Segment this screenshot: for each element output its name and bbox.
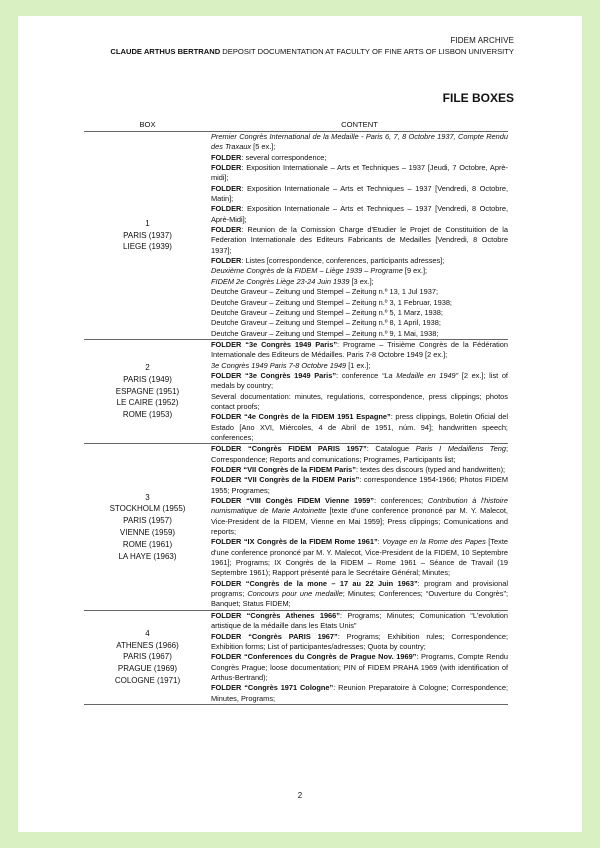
- content-entry: [211, 632, 508, 653]
- entry-text: FOLDER: [211, 163, 242, 173]
- box-location: PARIS (1957): [123, 516, 172, 526]
- box-number: 4: [145, 628, 150, 638]
- content-entry: [211, 444, 508, 465]
- subtitle-name: CLAUDE ARTHUS BERTRAND: [110, 47, 221, 56]
- file-boxes-table: [84, 120, 508, 705]
- box-location: ROME (1961): [122, 539, 173, 549]
- box-number: 3: [145, 492, 150, 502]
- entry-text: Contribution à l'histoire numismatique de Marie Antoinette: [211, 496, 508, 516]
- content-entry: [211, 475, 508, 496]
- box-location: ATHENES (1966): [116, 640, 179, 650]
- column-header-box: BOX: [84, 120, 211, 132]
- content-entry: [211, 465, 508, 475]
- entry-text: : Exposition Internationale – Arts et Techniques – 1937 [Jeudi, 7 Octobre, Aprè-midi];: [211, 163, 508, 183]
- content-entry: [211, 371, 508, 392]
- entry-text: Deutche Graveur – Zeitung und Stempel – Zeitung n.º 8, 1 April, 1938;: [211, 318, 441, 328]
- entry-text: ; Correspondence; Reports and comunications; Programes, Participants list;: [211, 444, 508, 464]
- content-entry: [211, 287, 508, 297]
- content-entry: [211, 683, 508, 704]
- entry-text: Deutche Graveur – Zeitung und Stempel – Zeitung n.º 13, 1 Jul 1937;: [211, 287, 439, 297]
- content-entry: [211, 329, 508, 339]
- box-location: ROME (1953): [122, 410, 173, 420]
- box-number: 2: [145, 363, 150, 373]
- content-entry: [211, 340, 508, 361]
- entry-text: [5 ex.];: [251, 142, 276, 152]
- content-entry: [211, 132, 508, 153]
- entry-text: : program and provisional programs;: [211, 578, 508, 599]
- content-entry: [211, 361, 508, 371]
- content-entry: [211, 537, 508, 578]
- entry-text: : Programs, Compte Rendu Congrès Prague; loose documentation; PIN of FIDEM PRAHA 1969 (with identification of Arthus-Bertrand);: [211, 652, 508, 682]
- content-entry: [211, 652, 508, 683]
- entry-text: FOLDER “VIII Congès FIDEM Vienne 1959”: [211, 496, 374, 506]
- entry-text: FOLDER “Congrès PARIS 1967”: [211, 631, 338, 641]
- content-entry: [211, 298, 508, 308]
- box-location: PARIS (1937): [123, 230, 172, 240]
- entry-text: :: [377, 537, 383, 547]
- box-location: PARIS (1967): [123, 652, 172, 662]
- box-cell: [84, 339, 211, 443]
- entry-text: : Programs; Exhibition rules; Correspondence; Exhibition forms; List of participantes/adresses; Quota by country;: [211, 631, 509, 651]
- content-cell: [211, 610, 508, 704]
- entry-text: : conferences;: [373, 496, 428, 506]
- box-location: VIENNE (1959): [119, 528, 176, 538]
- content-entry: [211, 308, 508, 318]
- entry-text: FOLDER: [211, 183, 242, 193]
- entry-text: 3e Congrès 1949 Paris 7-8 Octobre 1949: [211, 360, 347, 370]
- entry-text: ; Minutes; Conferences; “Ouverture du Congrès”; Banquet; Status FIDEM;: [211, 589, 509, 609]
- entry-text: : press clippings, Boletin Oficial del Estado [Ano XVI, Miércoles, 4 de Abril de 1951, núm. 94]; handwritten speech; conferences;: [211, 412, 508, 442]
- content-entry: [211, 611, 508, 632]
- entry-text: : Catalogue: [366, 444, 416, 454]
- entry-text: FOLDER: [211, 225, 242, 235]
- entry-text: Premier Congrès International de la Medaille - Paris 6, 7, 8 Octobre 1937, Compte Rendu des Traxaux: [211, 132, 508, 152]
- page-number: 2: [297, 791, 303, 800]
- entry-text: FOLDER “Congrès 1971 Cologne”: [211, 683, 334, 693]
- table-row: [84, 132, 508, 340]
- subtitle-rest: DEPOSIT DOCUMENTATION AT FACULTY OF FINE ARTS OF LISBON UNIVERSITY: [220, 47, 514, 56]
- content-entry: [211, 318, 508, 328]
- entry-text: FOLDER “Conferences du Congrès de Prague Nov. 1969”: [211, 652, 417, 662]
- content-entry: [211, 496, 508, 537]
- entry-text: FOLDER “Congrès Athenes 1966”: [211, 610, 340, 620]
- document-page: [18, 16, 582, 832]
- archive-subtitle: [110, 47, 514, 56]
- box-location: PRAGUE (1969): [117, 664, 178, 674]
- entry-text: : conference: [336, 370, 382, 380]
- entry-text: FOLDER “4e Congrès de la FIDEM 1951 Espagne”: [211, 412, 391, 422]
- content-entry: [211, 412, 508, 443]
- entry-text: [2 ex.]; list of medals by country;: [211, 370, 508, 391]
- entry-text: FOLDER “Congrès de la mone – 17 au 22 Juin 1963”: [211, 578, 418, 588]
- entry-text: FOLDER: [211, 204, 242, 214]
- section-title: FILE BOXES: [442, 91, 514, 105]
- archive-title: FIDEM ARCHIVE: [450, 36, 514, 45]
- table-row: [84, 339, 508, 443]
- entry-text: : Reunion de la Comission Charge d'Etudier le Projet de Constituition de la Federation Internationale des Editeurs Fabricants de Medailles [Vendredi, 8 Octobre 1937];: [211, 225, 508, 255]
- entry-text: [1 ex.];: [346, 360, 371, 370]
- entry-text: : Exposition Internationale – Arts et Techniques – 1937 [Vendredi, 8 Octobre, Aprè-Midi];: [211, 204, 508, 224]
- content-entry: [211, 225, 508, 256]
- entry-text: Voyage en la Rome des Papes: [382, 537, 486, 547]
- entry-text: FOLDER: [211, 152, 242, 162]
- content-entry: [211, 277, 508, 287]
- entry-text: [texte d'une conference prononcé par M. Y. Malecot, Vice-President de la FIDEM, Vienne en Mai 1959]; Press clippings; Comunications and reports;: [211, 506, 508, 537]
- entry-text: FOLDER “IX Congrès de la FIDEM Rome 1961”: [211, 537, 378, 547]
- entry-text: : several correspondence;: [241, 152, 327, 162]
- column-header-content: CONTENT: [211, 120, 508, 132]
- entry-text: : Listes [correspondence, conferences, participants adresses];: [241, 256, 445, 266]
- box-location: STOCKHOLM (1955): [109, 504, 186, 514]
- box-location: LA HAYE (1963): [118, 551, 177, 561]
- entry-text: FIDEM 2e Congrès Liège 23-24 Juin 1939: [211, 276, 350, 286]
- entry-text: Deutche Graveur – Zeitung und Stempel – Zeitung n.º 3, 1 Februar, 1938;: [211, 297, 452, 307]
- box-cell: [84, 444, 211, 611]
- entry-text: : Exposition Internationale – Arts et Techniques – 1937 [Vendredi, 8 Octobre, Matin];: [211, 183, 508, 204]
- entry-text: Deutche Graveur – Zeitung und Stempel – Zeitung n.º 9, 1 Mai, 1938;: [211, 328, 439, 338]
- entry-text: FOLDER “3e Congrès 1949 Paris”: [211, 370, 337, 380]
- box-cell: [84, 610, 211, 704]
- entry-text: FOLDER “VII Congrès de la FIDEM Paris”: [211, 465, 356, 474]
- box-number: 1: [145, 218, 150, 228]
- table-body: [84, 132, 508, 705]
- content-entry: [211, 184, 508, 205]
- entry-text: [3 ex.];: [349, 276, 374, 286]
- table-row: [84, 444, 508, 611]
- entry-text: FOLDER: [211, 256, 242, 266]
- entry-text: FOLDER “VII Congrès de la FIDEM Paris”: [211, 475, 360, 485]
- entry-text: [9 ex.];: [402, 266, 428, 276]
- box-location: LIEGE (1939): [123, 242, 172, 252]
- entry-text: Several documentation: minutes, regulations, correspondence, press clippings; photos contact proofs;: [211, 391, 508, 411]
- content-cell: [211, 339, 508, 443]
- box-location: COLOGNE (1971): [114, 676, 181, 686]
- box-cell: [84, 132, 211, 340]
- entry-text: : Reunion Preparatoire à Cologne; Correspondence; Minutes, Programs;: [211, 683, 508, 703]
- entry-text: Paris I Medaillens Teng: [415, 444, 506, 454]
- entry-text: Concours pour une medaille: [247, 589, 343, 599]
- entry-text: Deuxième Congrès de la FIDEM – Liège 1939 – Programe: [211, 266, 403, 276]
- content-entry: [211, 579, 508, 610]
- entry-text: : textes des discours (typed and handwritten);: [355, 465, 506, 474]
- content-entry: [211, 392, 508, 413]
- content-entry: [211, 153, 508, 163]
- entry-text: : Programs; Minutes; Comunication “L'evolution artistique de la médaille dans les Etats Unis”: [211, 610, 508, 631]
- content-entry: [211, 163, 508, 184]
- entry-text: Deutche Graveur – Zeitung und Stempel – Zeitung n.º 5, 1 Marz, 1938;: [211, 307, 443, 317]
- content-entry: [211, 204, 508, 225]
- entry-text: “La Medaille en 1949”: [381, 370, 459, 380]
- entry-text: [Texte d'une conference prononcé par M. Y. Malecot, Vice-President de la FIDEM, 10 Septembre 1961]; Programs; IX Congrès de la FIDEM – Rome 1961 – Séance de Travail (19 Septembre 1961); Rapport présenté para le Secrétaire Général; Minutes;: [211, 537, 508, 578]
- table-row: [84, 610, 508, 704]
- box-location: LE CAIRE (1952): [116, 398, 179, 408]
- entry-text: : Programe – Trisième Congrès de la Fédération Internationale des Editeurs de Médailles. Paris 7-8 Octobre 1949 [2 ex.];: [211, 339, 508, 360]
- box-location: PARIS (1949): [123, 374, 172, 384]
- content-entry: [211, 266, 508, 276]
- box-location: ESPAGNE (1951): [115, 386, 180, 396]
- content-cell: [211, 132, 508, 340]
- entry-text: FOLDER “3e Congrès 1949 Paris”: [211, 339, 338, 349]
- entry-text: : correspondence 1954-1966; Photos FIDEM 1955; Programes;: [211, 475, 508, 495]
- content-cell: [211, 444, 508, 611]
- content-entry: [211, 256, 508, 266]
- table-header-row: [84, 120, 508, 132]
- entry-text: FOLDER “Congrès FIDEM PARIS 1957”: [211, 444, 367, 454]
